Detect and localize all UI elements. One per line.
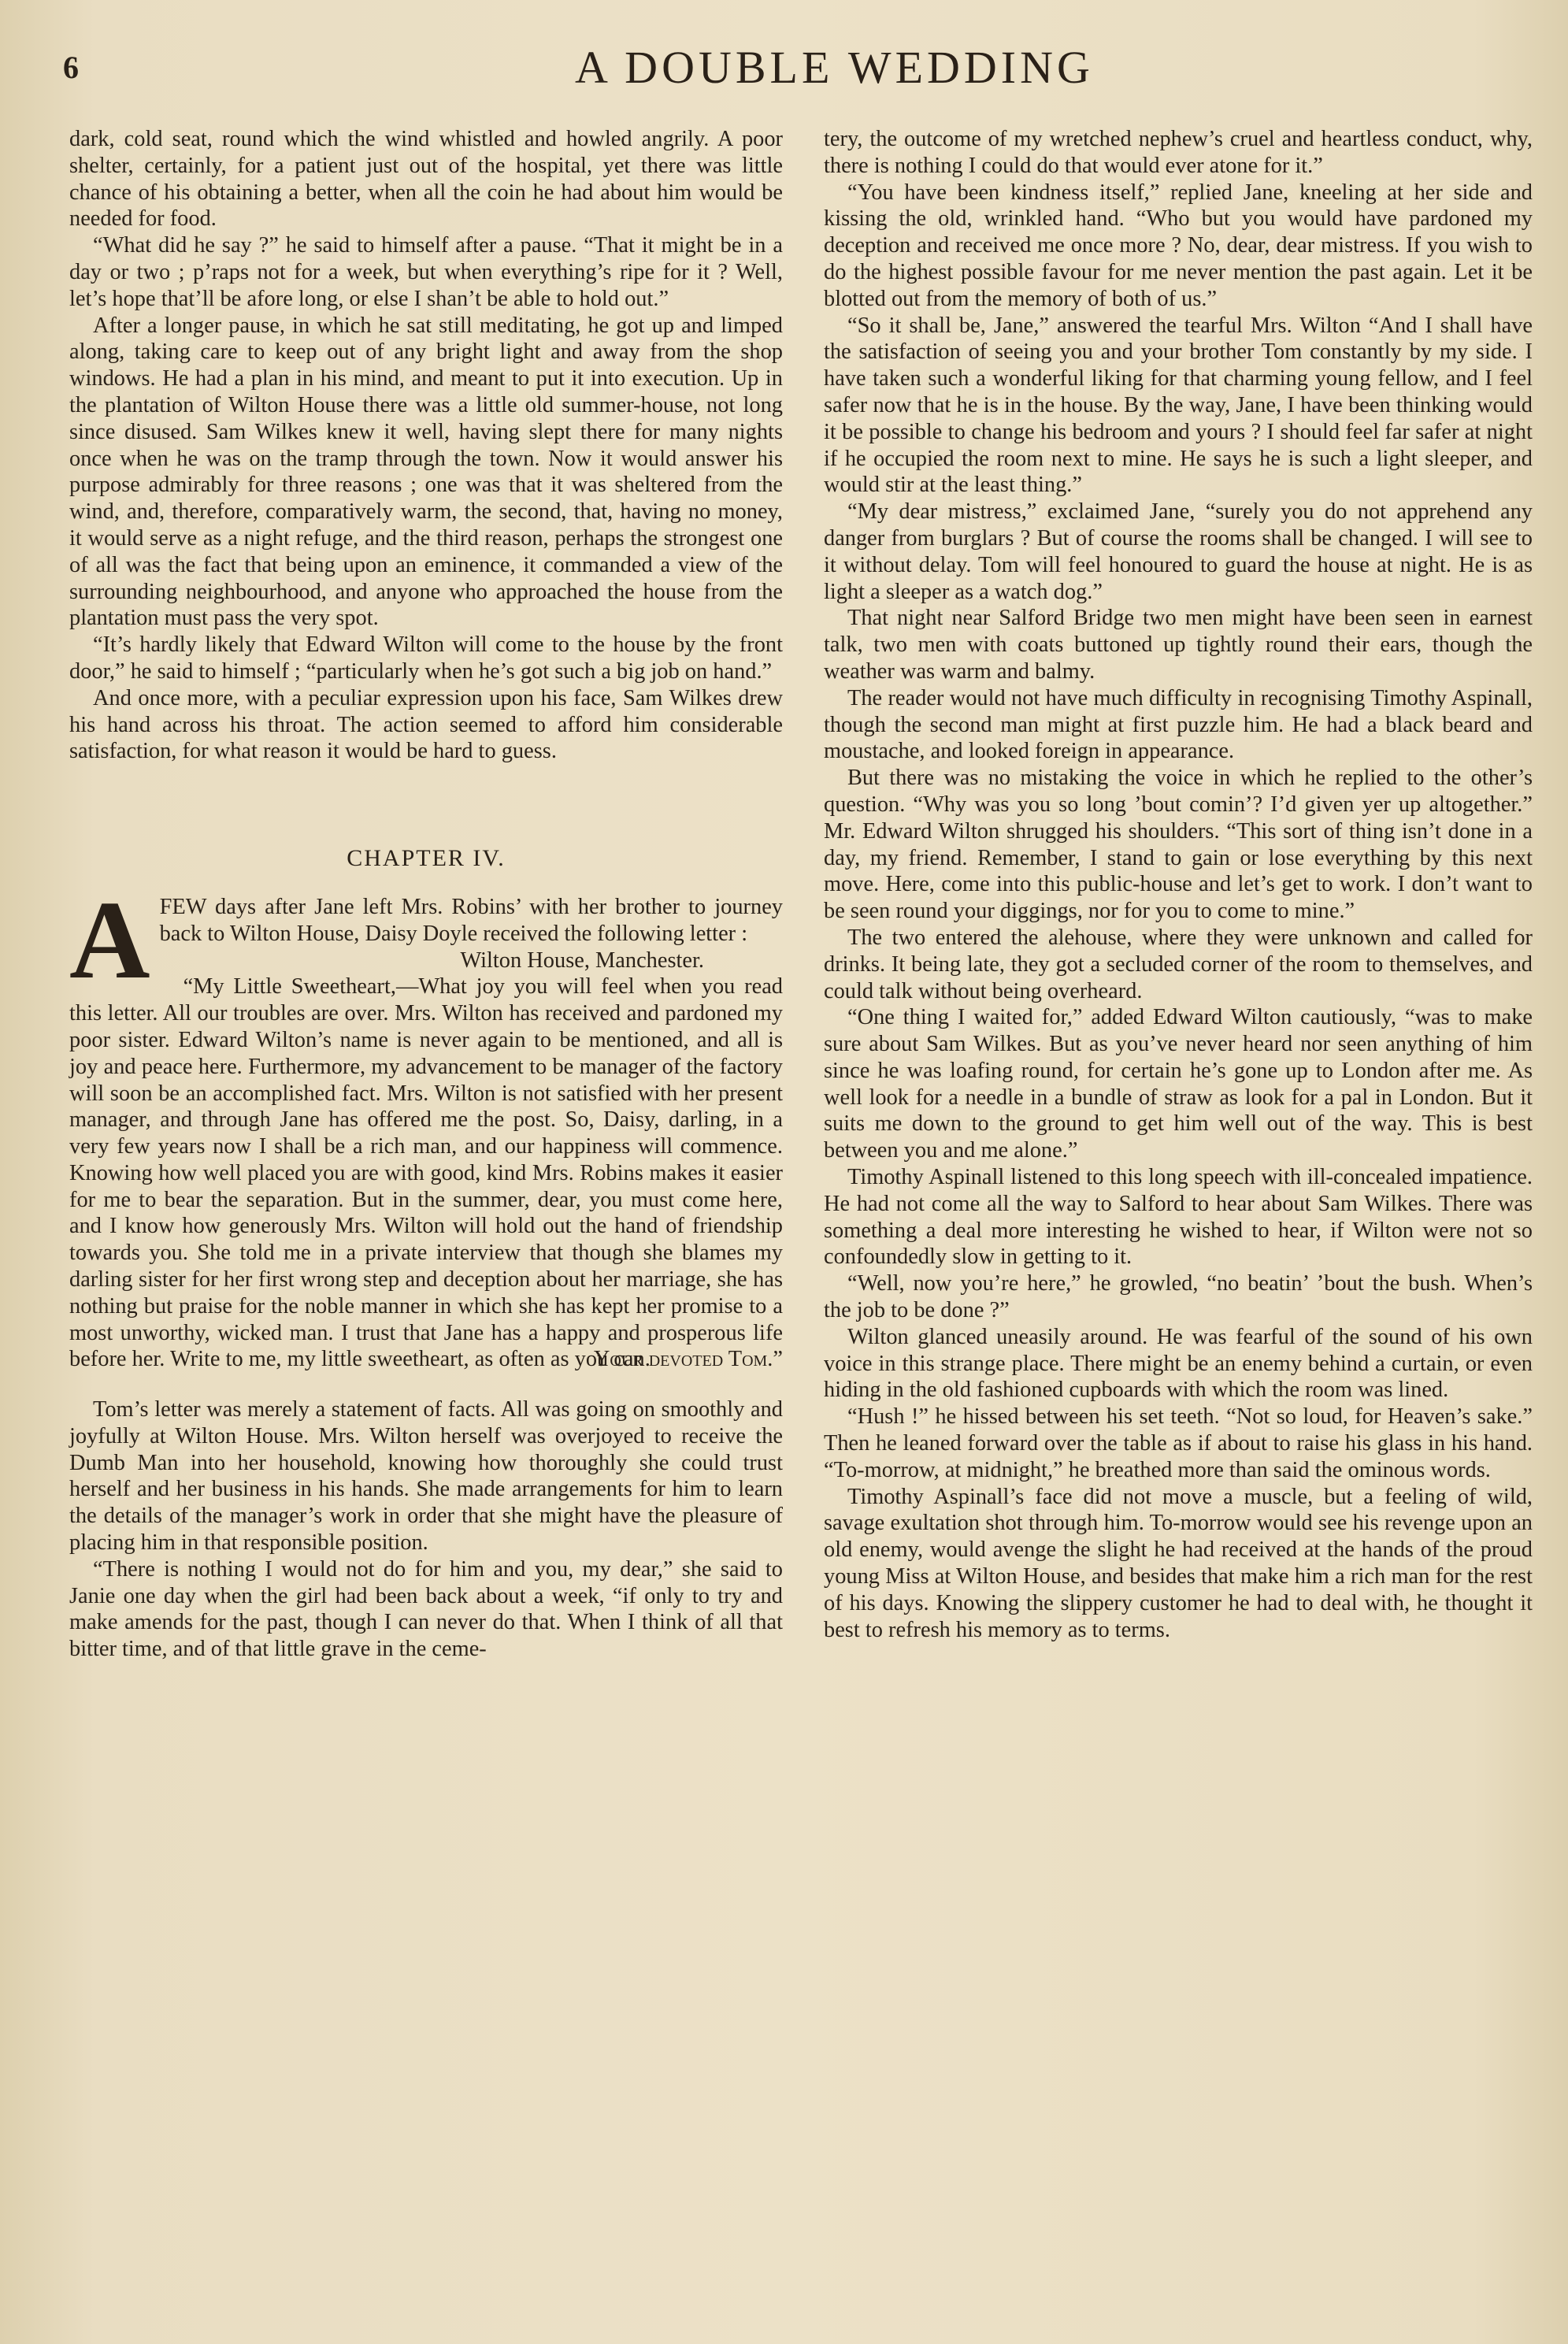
paragraph: And once more, with a peculiar expression upon his face, Sam Wilkes drew his hand across his throat. The action seemed to afford him considerable satisfaction, for what reason it would be hard to guess. (69, 685, 783, 764)
page-number: 6 (63, 50, 79, 85)
running-head (63, 41, 1559, 96)
paragraph: “My dear mistress,” exclaimed Jane, “surely you do not apprehend any danger from burglars ? But of course the rooms shall be changed. I will see to it without delay. Tom will feel honoured to guard the house at night. He is as light a sleeper as a watch dog.” (824, 499, 1533, 604)
paragraph: Timothy Aspinall’s face did not move a muscle, but a feeling of wild, savage exultation shot through him. To-morrow would see his revenge upon an old enemy, would avenge the slight he had received at the hands of the proud young Miss at Wilton House, and besides that make him a rich man for the rest of his days. Knowing the slippery customer he had to deal with, he thought it best to refresh his memory as to terms. (824, 1484, 1533, 1642)
left-column (69, 126, 783, 1663)
paragraph: Tom’s letter was merely a statement of facts. All was going on smoothly and joyfully at Wilton House. Mrs. Wilton herself was overjoyed to receive the Dumb Man into her household, knowing how thoroughly she could trust herself and her business in his hands. She made arrangements for him to learn the details of the manager’s work in order that she might have the pleasure of placing him in that responsible position. (69, 1397, 783, 1556)
paragraph: “What did he say ?” he said to himself after a pause. “That it might be in a day or two ; p’raps not for a week, but when everything’s ripe for it ? Well, let’s hope that’ll be afore long, or else I shan’t be able to hold out.” (69, 233, 783, 311)
chapter-heading: CHAPTER IV. (347, 845, 506, 872)
story-title: A DOUBLE WEDDING (575, 42, 1094, 93)
paragraph: Wilton glanced uneasily around. He was fearful of the sound of his own voice in this strange place. There might be an enemy behind a curtain, or even hiding in the old fashioned cupboards with which the room was lined. (824, 1324, 1533, 1403)
letter-address: Wilton House, Manchester. (460, 948, 704, 973)
right-column (824, 126, 1533, 1643)
paragraph: “Well, now you’re here,” he growled, “no beatin’ ’bout the bush. When’s the job to be done ?” (824, 1271, 1533, 1323)
paragraph: That night near Salford Bridge two men might have been seen in earnest talk, two men with coats buttoned up tightly round their ears, though the weather was warm and balmy. (824, 606, 1533, 684)
paragraph: “Hush !” he hissed between his set teeth. “Not so loud, for Heaven’s sake.” Then he leaned forward over the table as if about to raise his glass in his hand. “To-morrow, at midnight,” he breathed more than said the ominous words. (824, 1404, 1533, 1482)
paragraph: “You have been kindness itself,” replied Jane, kneeling at her side and kissing the old, wrinkled hand. “Who but you would have pardoned my deception and received me once more ? No, dear, dear mistress. If you wish to do the highest possible favour for me never mention the past again. Let it be blotted out from the memory of both of us.” (824, 180, 1533, 311)
letter-signature: Your devoted Tom.” (593, 1347, 783, 1372)
paragraph: But there was no mistaking the voice in which he replied to the other’s question. “Why was you so long ’bout comin’? I’d given yer up altogether.” Mr. Edward Wilton shrugged his shoulders. “This sort of thing isn’t done in a day, my friend. Remember, I stand to gain or lose everything by this next move. Here, come into this public-house and let’s get to work. I don’t want to be seen round your diggings, nor for you to come to mine.” (824, 766, 1533, 924)
paragraph: The two entered the alehouse, where they were unknown and called for drinks. It being late, they got a secluded corner of the room to themselves, and could talk without being overheard. (824, 925, 1533, 1003)
paragraph: After a longer pause, in which he sat still meditating, he got up and limped along, taking care to keep out of any bright light and away from the shop windows. He had a plan in his mind, and meant to put it into execution. Up in the plantation of Wilton House there was a little old summer-house, not long since disused. Sam Wilkes knew it well, having slept there for many nights once when he was on the tramp through the town. Now it would answer his purpose admirably for three reasons ; one was that it was sheltered from the wind, and, therefore, comparatively warm, the second, that, having no money, it would serve as a night refuge, and the third reason, perhaps the strongest one of all was the fact that being upon an eminence, it commanded a view of the surrounding neighbourhood, and anyone who approached the house from the plantation must pass the very spot. (69, 313, 783, 631)
paragraph: “There is nothing I would not do for him and you, my dear,” she said to Janie one day when the girl had been back about a week, “if only to try and make amends for the past, though I can never do that. When I think of all that bitter time, and of that little grave in the ceme- (69, 1556, 783, 1662)
paragraph: tery, the outcome of my wretched nephew’s cruel and heartless conduct, why, there is nothing I could do that would ever atone for it.” (824, 127, 1533, 178)
paragraph: “It’s hardly likely that Edward Wilton will come to the house by the front door,” he said to himself ; “particularly when he’s got such a big job on hand.” (69, 632, 783, 684)
chapter-opening-text: FEW days after Jane left Mrs. Robins’ with her brother to journey back to Wilton House, Daisy Doyle received the following letter : (159, 894, 783, 946)
drop-cap: A (69, 877, 150, 1002)
letter-body: “My Little Sweetheart,—What joy you will feel when you read this letter. All our troubles are over. Mrs. Wilton has received and pardoned my poor sister. Edward Wilton’s name is never again to be mentioned, and all is joy and peace here. Furthermore, my advancement to be manager of the factory will soon be an accomplished fact. Mrs. Wilton is not satisfied with her present manager, and through Jane has offered me the post. So, Daisy, darling, in a very few years now I shall be a rich man, and our happiness will commence. Knowing how well placed you are with good, kind Mrs. Robins makes it easier for me to bear the separation. But in the summer, dear, you must come here, and I know how generously Mrs. Wilton will hold out the hand of friendship towards you. She told me in a private interview that though she blames my darling sister for her first wrong step and deception about her marriage, she has nothing but praise for the noble manner in which she has kept her promise to a most unworthy, wicked man. I trust that Jane has a happy and prosperous life before her. Write to me, my little sweetheart, as often as you can. (69, 974, 783, 1372)
paragraph: The reader would not have much difficulty in recognising Timothy Aspinall, though the second man might at first puzzle him. He had a black beard and moustache, and looked foreign in appearance. (824, 685, 1533, 764)
paragraph: “One thing I waited for,” added Edward Wilton cautiously, “was to make sure about Sam Wilkes. But as you’ve never heard nor seen anything of him since he was loafing round, for certain he’s gone up to London after me. As well look for a needle in a bundle of straw as look for a pal in London. But it suits me down to the ground to get him well out of the way. This is best between you and me alone.” (824, 1005, 1533, 1163)
paragraph: dark, cold seat, round which the wind whistled and howled angrily. A poor shelter, certainly, for a patient just out of the hospital, yet there was little chance of his obtaining a better, when all the coin he had about him would be needed for food. (69, 127, 783, 232)
paragraph: “So it shall be, Jane,” answered the tearful Mrs. Wilton “And I shall have the satisfaction of seeing you and your brother Tom constantly by my side. I have taken such a wonderful liking for that charming young fellow, and I feel safer now that he is in the house. By the way, Jane, I have been thinking would it be possible to change his bedroom and yours ? I should feel far safer at night if he occupied the room next to mine. He says he is such a light sleeper, and would stir at the least thing.” (824, 313, 1533, 498)
paragraph: Timothy Aspinall listened to this long speech with ill-concealed impatience. He had not come all the way to Salford to hear about Sam Wilkes. There was something a deal more interesting he wished to hear, if Wilton were not so confoundedly slow in getting to it. (824, 1165, 1533, 1270)
